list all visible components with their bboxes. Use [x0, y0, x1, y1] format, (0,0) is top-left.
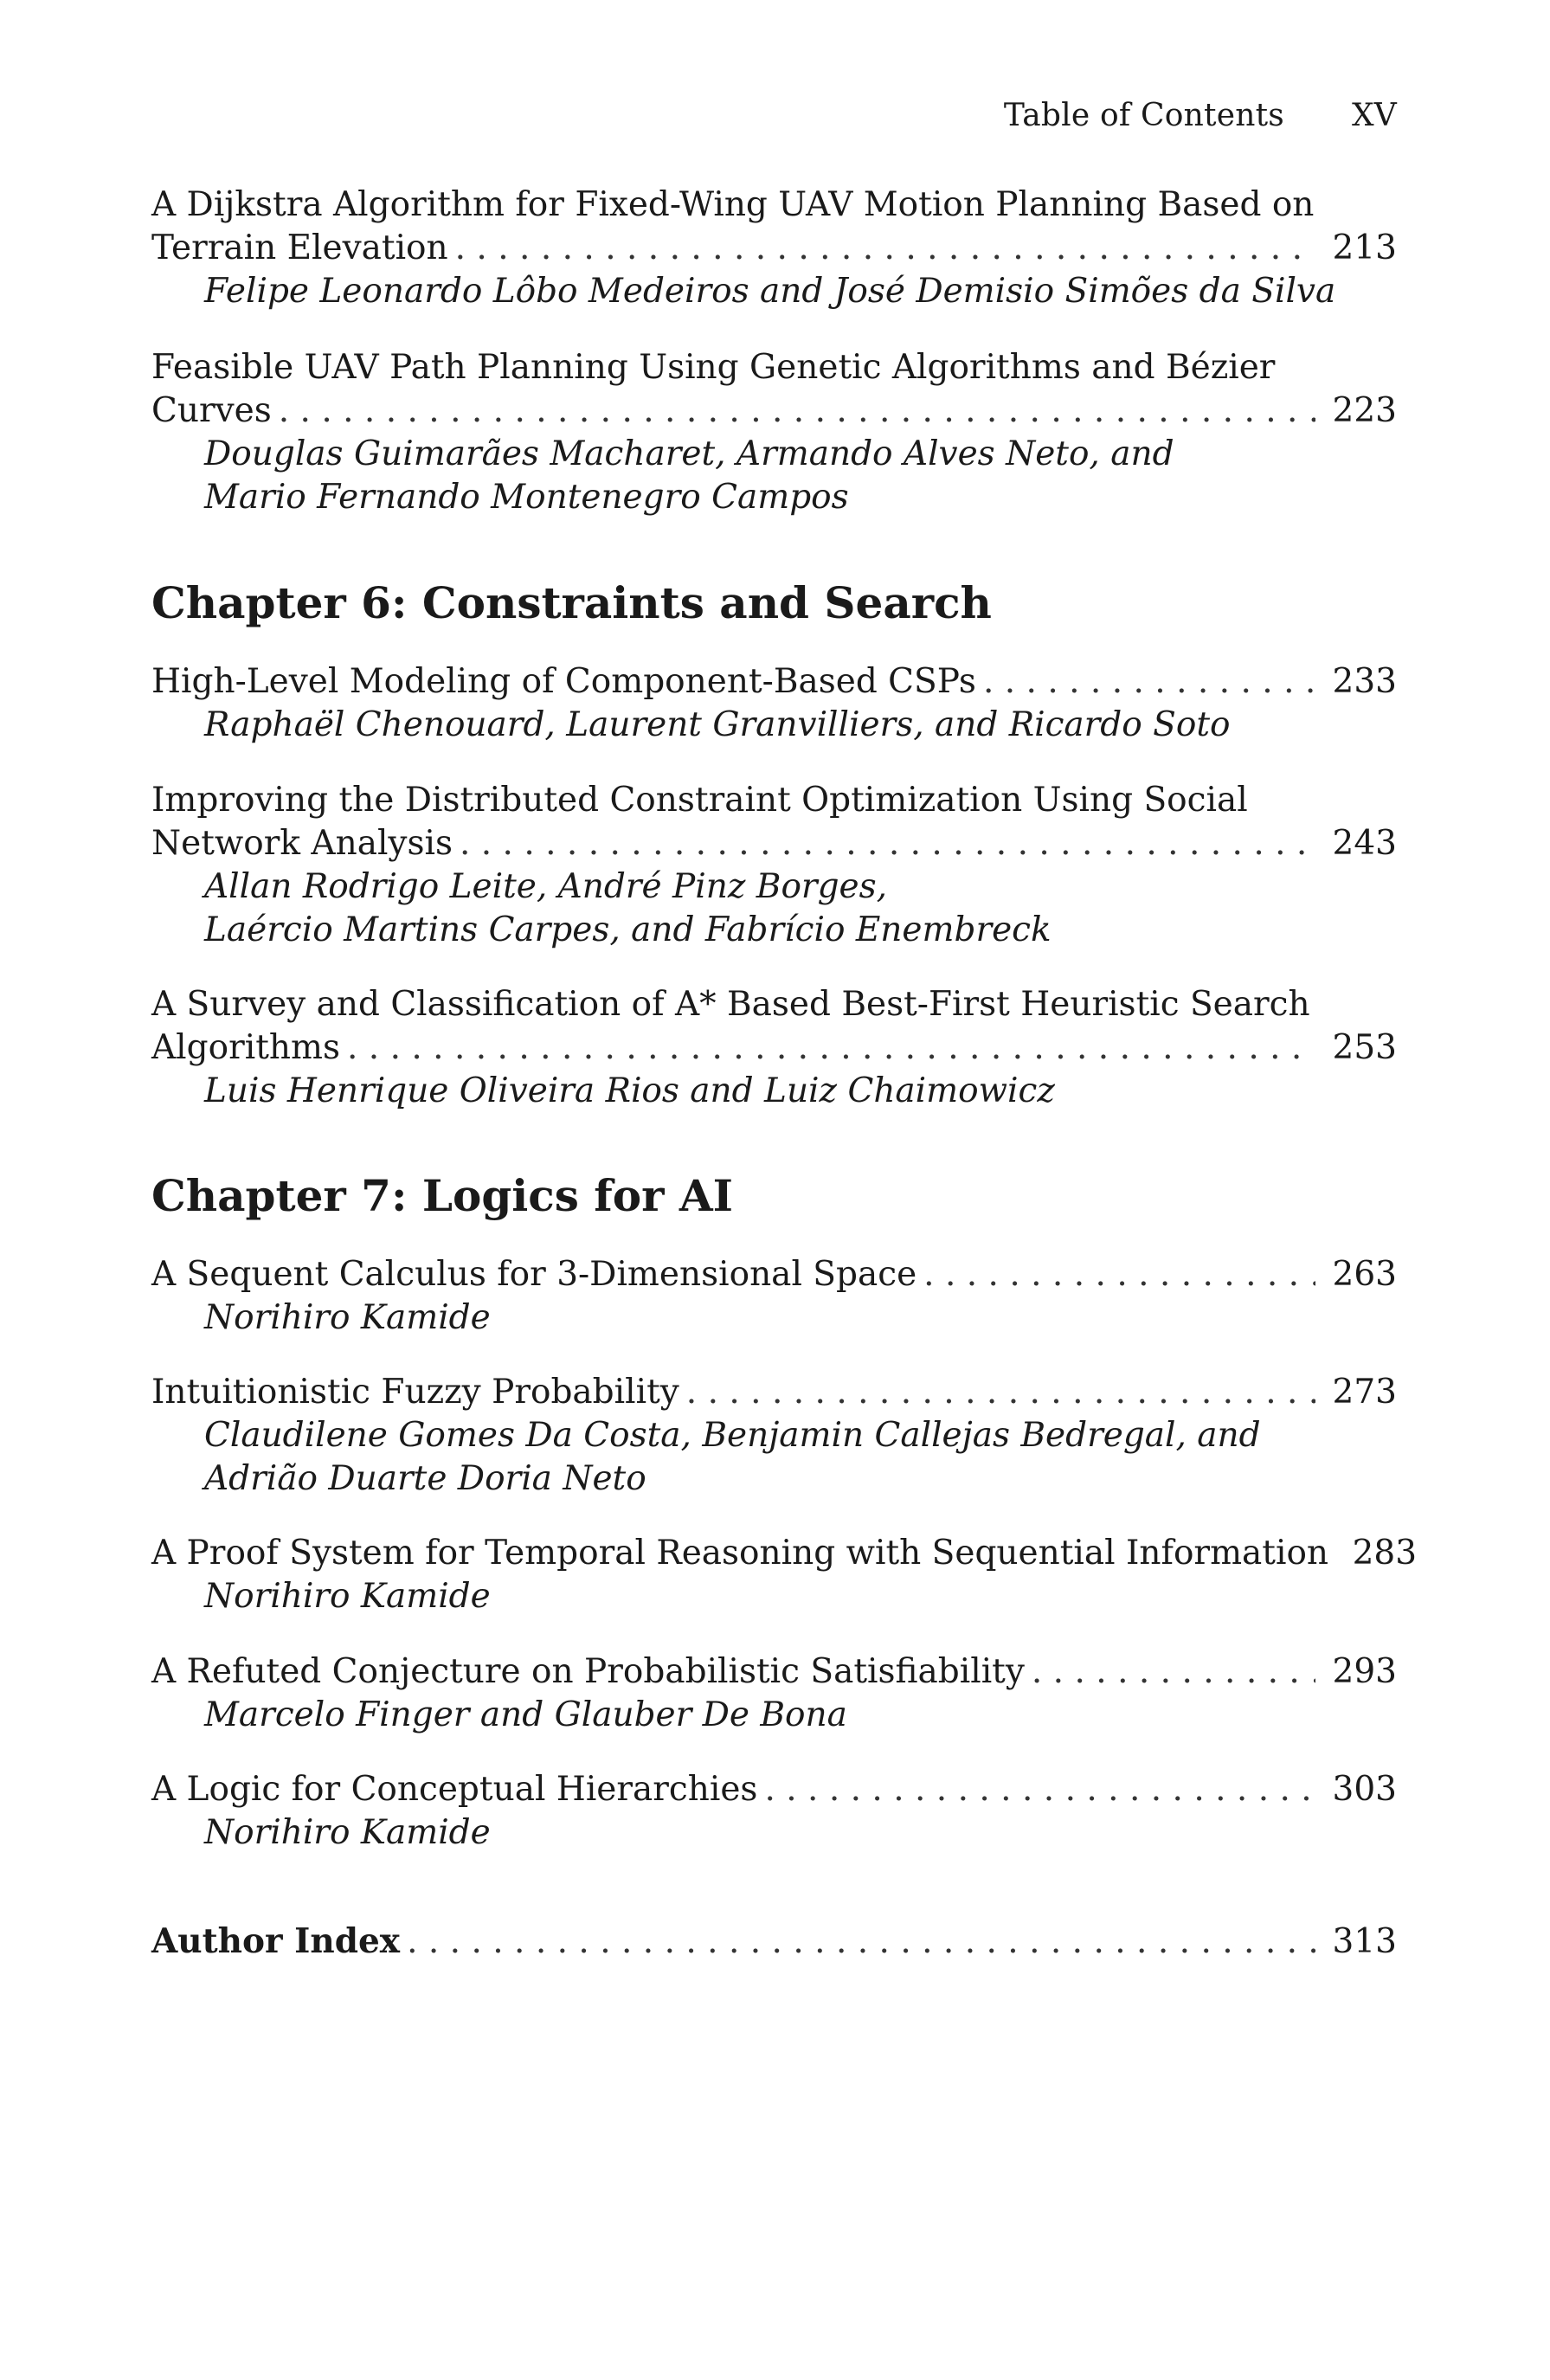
toc-entry-title: Intuitionistic Fuzzy Probability — [151, 1373, 679, 1412]
chapter-heading: Chapter 7: Logics for AI — [151, 1170, 734, 1221]
toc-entry-page: 293 — [1332, 1652, 1397, 1691]
toc-entry-page: 273 — [1332, 1373, 1397, 1412]
toc-entry-page: 243 — [1332, 824, 1397, 863]
toc-entry-title-last-line — [151, 660, 1397, 704]
toc-entry[interactable] — [151, 1768, 1397, 1855]
toc-entry[interactable] — [151, 1371, 1397, 1501]
running-header — [1004, 98, 1397, 133]
toc-entry[interactable] — [151, 779, 1397, 952]
toc-entry-page: 263 — [1332, 1255, 1397, 1294]
toc-entry-title: A Proof System for Temporal Reasoning with Sequential Information — [151, 1534, 1329, 1573]
toc-entry-title: A Survey and Classification of A* Based Best-First Heuristic Search — [151, 985, 1310, 1024]
leader-dots — [923, 1253, 1315, 1296]
toc-entry-title: Feasible UAV Path Planning Using Genetic Algorithms and Bézier — [151, 348, 1276, 387]
leader-dots — [407, 1920, 1315, 1964]
toc-entry-title: High-Level Modeling of Component-Based CSPs — [151, 662, 976, 701]
toc-entry-title: A Sequent Calculus for 3-Dimensional Space — [151, 1255, 917, 1294]
toc-entry-authors: Norihiro Kamide — [204, 1577, 491, 1616]
toc-entry-authors: Allan Rodrigo Leite, André Pinz Borges, — [204, 867, 888, 906]
toc-entry-page: 253 — [1332, 1028, 1397, 1067]
toc-entry-authors: Claudilene Gomes Da Costa, Benjamin Callejas Bedregal, and — [204, 1416, 1261, 1455]
toc-entry-page: 283 — [1352, 1534, 1418, 1573]
leader-dots — [764, 1768, 1315, 1811]
toc-entry-title-last-line — [151, 1532, 1418, 1575]
toc-entry-title: Algorithms — [151, 1028, 340, 1067]
toc-entry-authors: Mario Fernando Montenegro Campos — [204, 478, 849, 517]
leader-dots — [279, 389, 1315, 433]
toc-entry-title: Improving the Distributed Constraint Optimization Using Social — [151, 781, 1248, 820]
toc-entry-authors: Laércio Martins Carpes, and Fabrício Enembreck — [204, 910, 1052, 949]
toc-entry-authors: Douglas Guimarães Macharet, Armando Alves Neto, and — [204, 434, 1174, 473]
toc-entry-title-last-line — [151, 1650, 1397, 1694]
toc-entry[interactable] — [151, 1532, 1418, 1618]
toc-entry-title-last-line — [151, 389, 1397, 433]
toc-entry[interactable] — [151, 346, 1397, 519]
toc-entry-title: A Logic for Conceptual Hierarchies — [151, 1770, 758, 1809]
toc-entry-title: Curves — [151, 391, 272, 430]
toc-entry-title-last-line — [151, 1026, 1397, 1070]
toc-entry-title-last-line — [151, 822, 1397, 865]
toc-entry-page: 313 — [1332, 1922, 1397, 1961]
leader-dots — [460, 822, 1315, 865]
toc-entry-title-last-line — [151, 227, 1397, 270]
toc-entry-title-last-line — [151, 1768, 1397, 1811]
toc-entry-page: 223 — [1332, 391, 1397, 430]
toc-entry-page: 303 — [1332, 1770, 1397, 1809]
running-header-page-number: XV — [1351, 98, 1397, 133]
toc-entry-authors: Marcelo Finger and Glauber De Bona — [204, 1695, 847, 1734]
leader-dots — [686, 1371, 1315, 1414]
toc-entry-title: Terrain Elevation — [151, 228, 448, 267]
toc-entry-page: 213 — [1332, 228, 1397, 267]
toc-entry-title-last-line — [151, 1371, 1397, 1414]
toc-entry-authors: Raphaël Chenouard, Laurent Granvilliers, and Ricardo Soto — [204, 705, 1231, 744]
leader-dots — [347, 1026, 1315, 1070]
toc-entry[interactable] — [151, 983, 1397, 1113]
author-index-label: Author Index — [151, 1921, 401, 1961]
toc-entry-authors: Norihiro Kamide — [204, 1813, 491, 1852]
toc-entry-authors: Norihiro Kamide — [204, 1298, 491, 1337]
toc-entry-title: Network Analysis — [151, 824, 453, 863]
toc-entry-authors: Luis Henrique Oliveira Rios and Luiz Chaimowicz — [204, 1071, 1055, 1110]
toc-entry-authors: Felipe Leonardo Lôbo Medeiros and José Demisio Simões da Silva — [204, 272, 1336, 311]
toc-entry-title-last-line — [151, 1920, 1397, 1964]
toc-entry-title: A Refuted Conjecture on Probabilistic Satisfiability — [151, 1652, 1025, 1691]
toc-entry[interactable] — [151, 1253, 1397, 1340]
toc-entry-title-last-line — [151, 1253, 1397, 1296]
chapter-heading: Chapter 6: Constraints and Search — [151, 577, 992, 628]
leader-dots — [455, 227, 1315, 270]
toc-entry-page: 233 — [1332, 662, 1397, 701]
toc-entry-title: A Dijkstra Algorithm for Fixed-Wing UAV Motion Planning Based on — [151, 185, 1315, 224]
toc-entry[interactable] — [151, 183, 1397, 313]
running-header-title: Table of Contents — [1003, 98, 1284, 133]
toc-entry[interactable] — [151, 660, 1397, 747]
leader-dots — [983, 660, 1315, 704]
toc-entry[interactable] — [151, 1650, 1397, 1737]
toc-author-index[interactable] — [151, 1920, 1397, 1964]
leader-dots — [1032, 1650, 1315, 1694]
toc-entry-authors: Adrião Duarte Doria Neto — [204, 1459, 646, 1498]
